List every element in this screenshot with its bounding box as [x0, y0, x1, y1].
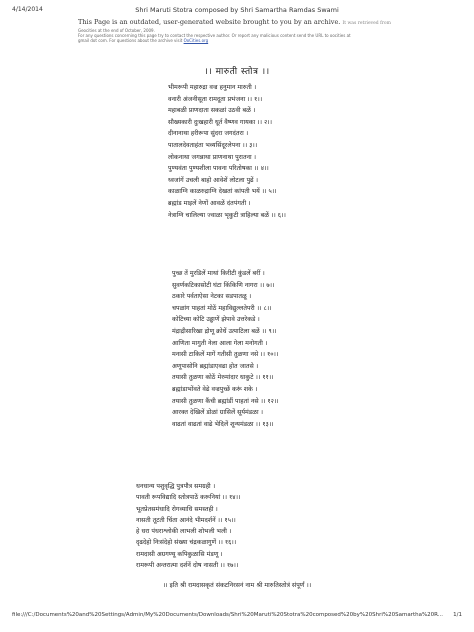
banner-line-4: gmail dot com. For questions about the archive visit [78, 38, 183, 44]
verse-line: ब्रह्मांड माइलें नेणों आवळें दंतपंगती । [168, 199, 251, 207]
archive-banner [78, 18, 418, 44]
stanza-1 [168, 82, 286, 221]
print-date: 4/14/2014 [12, 6, 43, 13]
verse-line: आणिता मागुती नेला आला गेला मनोगती । [172, 339, 268, 347]
verse-line: काळाग्नि काळरुद्राग्नि देखतां कांपती भयें ।। ५।। [168, 188, 277, 196]
verse-line: पुण्यवंता पुण्यशीला पावना परितोषका ।। ४।। [168, 165, 269, 173]
verse-line: दृढदेहो निःसंदेहो संख्या चंद्रकळागुणें ।। १६।। [136, 539, 237, 547]
verse-line: सुवर्णकटिकासोटी घंटा किंकिणि नागरा ।। ७।। [172, 281, 275, 289]
banner-suffix: It was retrieved from [342, 21, 391, 26]
verse-line: तयासी तुळणा कैंची ब्रह्मांडीं पाहतां नसे ।। १२।। [172, 397, 279, 405]
banner-line-2: Geocities at the end of October, 2009. [78, 28, 155, 33]
footer-file-path: file:///C:/Documents%20and%20Settings/Admin/My%20Documents/Downloads/Shri%20Maruti%20Stotra%20composed%20by%20Shri%20Samartha%20R... [12, 612, 444, 618]
verse-line: धनधान्य पशुवृद्धि पुत्रपौत्र समग्रही । [136, 483, 216, 490]
verse-line: रामदासी अग्रगण्यू कपिकुळासि मंडणू । [136, 550, 223, 558]
verse-line: ध्वजांगें उचली बाहो आवेशें लोटला पुढें । [168, 176, 258, 184]
verse-line: वाढतां वाढतां वाढे भेदिलें शून्यमंडळा ।। १३।। [172, 420, 274, 428]
oocities-link[interactable]: OoCities.org [183, 38, 209, 44]
verse-line: भूतप्रेतसमंधादि रोगव्याधि समस्तही । [136, 505, 218, 513]
stanza-2 [172, 268, 279, 430]
verse-line: महाबळी प्राणदाता सकळां उठवी बळें । [168, 107, 256, 115]
banner-line-3: For any questions concerning this page try to contact the respective author. Or report any malicious content send the URL to oocities at [78, 33, 351, 39]
verse-line: चपळांग पाहतां मोठें महाविद्युल्लतेपरी ।। ८।। [172, 304, 272, 312]
verse-line: हे धरा पंधराश्लोकी लाभली शोभली भली । [136, 528, 232, 536]
verse-line: आरक्त देखिलें डोळां ग्रासिलें सूर्यमंडळा । [172, 409, 263, 417]
verse-line: वनारी अंजनीसूता रामदूता प्रभंजना ।। १।। [168, 95, 263, 103]
verse-line: मनासी टाकिलें मागें गतीसी तुळणा नसे ।। १०।। [172, 351, 279, 359]
verse-line: भीमरूपी महारुद्रा वज्र हनुमान मारुती । [168, 84, 257, 91]
verse-line: ठकारे पर्वताऐसा नेटका सडपातळू । [172, 293, 252, 301]
document-title: ।। मारुती स्तोत्र ।। [204, 67, 270, 77]
verse-line: पुच्छ तें मुरडिलें माथां किरीटी कुंडलें बरीं । [172, 270, 265, 277]
colophon: ।। इति श्री रामदासकृतं संकटनिरसनं नाम श्री मारुतिस्तोत्रं संपूर्णं ।। [162, 582, 312, 589]
verse-line: तयासी तुळणा कोठें मेरुमांदार धाकुटे ।। ११।। [172, 374, 274, 382]
verse-line: रामरूपी अन्तरात्मा दर्शनें दोष नासती ।। १७।। [136, 562, 239, 570]
print-title: Shri Maruti Stotra composed by Shri Samartha Ramdas Swami [135, 6, 339, 14]
verse-line: नासती तूटती चिंता आनंदे भीमदर्शनें ।। १५।। [136, 516, 236, 524]
verse-line: नेत्राग्नि चालिल्या ज्वाळा भृकुटी त्राहिल्या बळें ।। ६।। [168, 211, 286, 219]
verse-line: पावती रूपविद्यादि स्तोत्रपाठें करूनियां ।। १४।। [136, 494, 241, 502]
verse-line: पातालदेवताहंता भव्यसिंदूरलेपना ।। ३।। [168, 141, 258, 149]
verse-line: अणूपासोनि ब्रह्मांडाएवढा होत जातसे । [172, 362, 259, 370]
footer-page-number: 1/1 [453, 612, 462, 618]
verse-line: मंद्राद्रीसारिखा द्रोणू क्रोधें उत्पाटिला बळें ।। ९।। [172, 327, 277, 335]
stanza-3 [136, 481, 240, 571]
verse-line: लोकनाथा जगन्नाथा प्राणनाथा पुरातना । [168, 153, 257, 161]
verse-line: ब्रह्मांडाभोंवते वेढे वज्रपुच्छें करूं शके । [172, 385, 258, 393]
verse-line: दीनानाथा हरीरूपा सुंदरा जगदंतरा । [168, 130, 249, 138]
verse-line: सौख्यकारी दुःखहारी धूर्त वैष्णव गायका ।। २।। [168, 118, 273, 126]
verse-line: कोटिच्या कोटि उड्डाणें झेपावे उत्तरेकडे । [172, 316, 260, 324]
banner-main-text: This Page is an outdated, user-generated website brought to you by an archive. [78, 18, 341, 26]
